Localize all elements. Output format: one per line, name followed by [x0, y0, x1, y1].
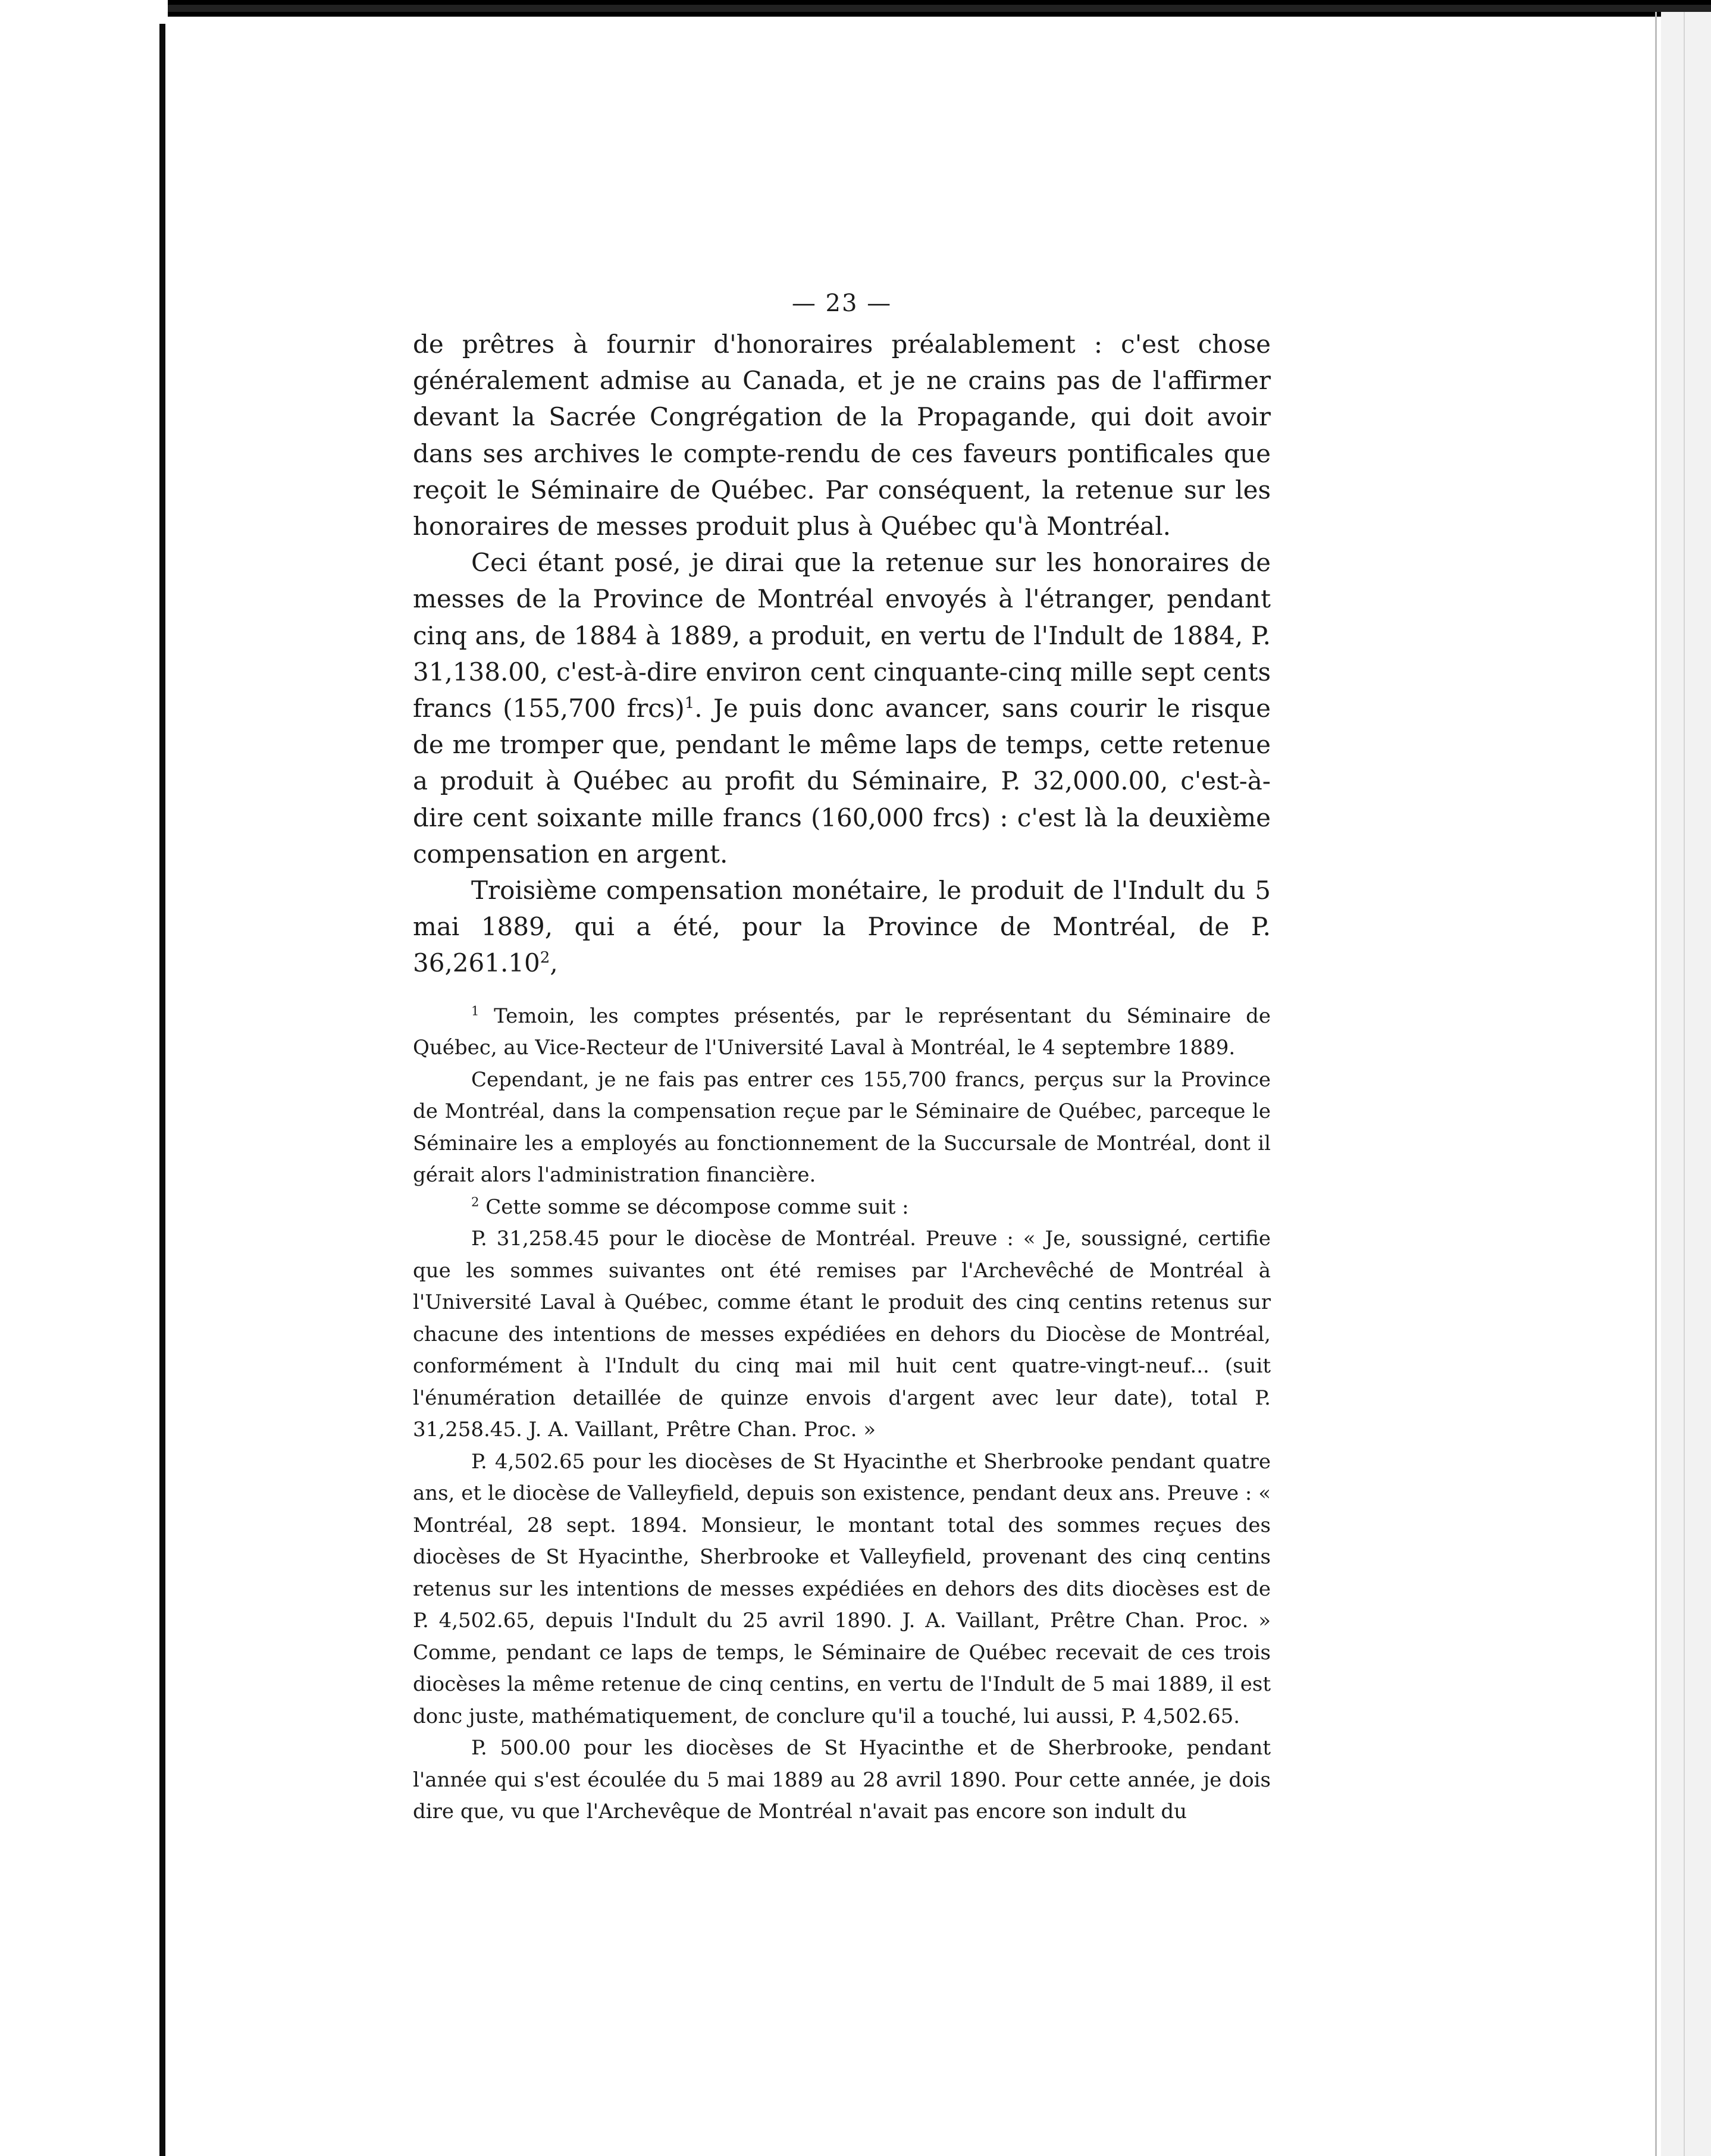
footnote-2-item: P. 31,258.45 pour le diocèse de Montréal. Preuve : « Je, soussigné, certifie que les sommes suivantes ont été remises par l'Archevêché de Montréal à l'Université Laval à Québec, comme étant le produit des cinq centins retenus sur chacune des intentions de messes expédiées en dehors du Diocèse de Montréal, conformément à l'Indult du cinq mai mil huit cent quatre-vingt-neuf... (suit l'énumération detaillée de quinze envois d'argent avec leur date), total P. 31,258.45. J. A. Vaillant, Prêtre Chan. Proc. »: [413, 1227, 1271, 1442]
text-block: [413, 286, 1271, 1828]
footnotes: [413, 1001, 1271, 1828]
paragraph-text: Ceci étant posé, je dirai que la retenue sur les honoraires de messes de la Province de Montréal envoyés à l'étranger, pendant cinq ans, de 1884 à 1889, a produit, en vertu de l'Indult de 1884, P. 31,138.00, c'est-à-dire environ cent cinquante-cinq mille sept cents francs (155,700 frcs): [413, 548, 1271, 723]
right-page-edge-inner: [1684, 12, 1685, 2156]
left-binding-rule: [159, 24, 165, 2156]
footnote-mark: 1: [471, 1003, 480, 1019]
footnote-text: Cette somme se décompose comme suit :: [479, 1195, 909, 1219]
right-page-edge: [1655, 12, 1657, 2156]
footnote-ref: 1: [684, 694, 695, 713]
left-margin: [0, 0, 168, 2156]
top-edge-rule: [168, 5, 1711, 12]
footnote-text: Temoin, les comptes présentés, par le représentant du Séminaire de Québec, au Vice-Recteur de l'Université Laval à Montréal, le 4 septembre 1889.: [413, 1004, 1271, 1060]
footnote-mark: 2: [471, 1194, 480, 1209]
paragraph-text: Troisième compensation monétaire, le produit de l'Indult du 5 mai 1889, qui a été, pour la Province de Montréal, de P. 36,261.10: [413, 876, 1271, 978]
footnote-ref: 2: [540, 949, 550, 967]
main-paragraph: [413, 326, 1271, 544]
paragraph-text: . Je puis donc avancer, sans courir le risque de me tromper que, pendant le même laps de temps, cette retenue a produit à Québec au profit du Séminaire, P. 32,000.00, c'est-à-dire cent soixante mille francs (160,000 frcs) : c'est là la deuxième compensation en argent.: [413, 694, 1271, 869]
footnote-2-item: P. 4,502.65 pour les diocèses de St Hyacinthe et Sherbrooke pendant quatre ans, et le diocèse de Valleyfield, depuis son existence, pendant deux ans. Preuve : « Montréal, 28 sept. 1894. Monsieur, le montant total des sommes reçues des diocèses de St Hyacinthe, Sherbrooke et Valleyfield, provenant des cinq centins retenus sur les intentions de messes expédiées en dehors des dits diocèses est de P. 4,502.65, depuis l'Indult du 25 avril 1890. J. A. Vaillant, Prêtre Chan. Proc. » Comme, pendant ce laps de temps, le Séminaire de Québec recevait de ces trois diocèses la même retenue de cinq centins, en vertu de l'Indult de 5 mai 1889, il est donc juste, mathématiquement, de conclure qu'il a touché, lui aussi, P. 4,502.65.: [413, 1449, 1271, 1728]
right-margin: [1661, 12, 1711, 2156]
footnote-1-continued: Cependant, je ne fais pas entrer ces 155,700 francs, perçus sur la Province de Montréal, dans la compensation reçue par le Séminaire de Québec, parceque le Séminaire les a employés au fonctionnement de la Succursale de Montréal, dont il gérait alors l'administration financière.: [413, 1067, 1271, 1187]
footnote-2: [413, 1192, 1271, 1224]
page-number: — 23 —: [791, 290, 892, 317]
footnote-2-item: P. 500.00 pour les diocèses de St Hyacinthe et de Sherbrooke, pendant l'année qui s'est écoulée du 5 mai 1889 au 28 avril 1890. Pour cette année, je dois dire que, vu que l'Archevêque de Montréal n'avait pas encore son indult du: [413, 1736, 1271, 1824]
main-paragraph: [413, 544, 1271, 872]
footnote-1: [413, 1001, 1271, 1064]
paragraph-text: ,: [550, 948, 558, 978]
main-paragraph: [413, 872, 1271, 982]
paragraph-text: de prêtres à fournir d'honoraires préalablement : c'est chose généralement admise au Canada, et je ne crains pas de l'affirmer devant la Sacrée Congrégation de la Propagande, qui doit avoir dans ses archives le compte-rendu de ces faveurs pontificales que reçoit le Séminaire de Québec. Par conséquent, la retenue sur les honoraires de messes produit plus à Québec qu'à Montréal.: [413, 330, 1271, 541]
